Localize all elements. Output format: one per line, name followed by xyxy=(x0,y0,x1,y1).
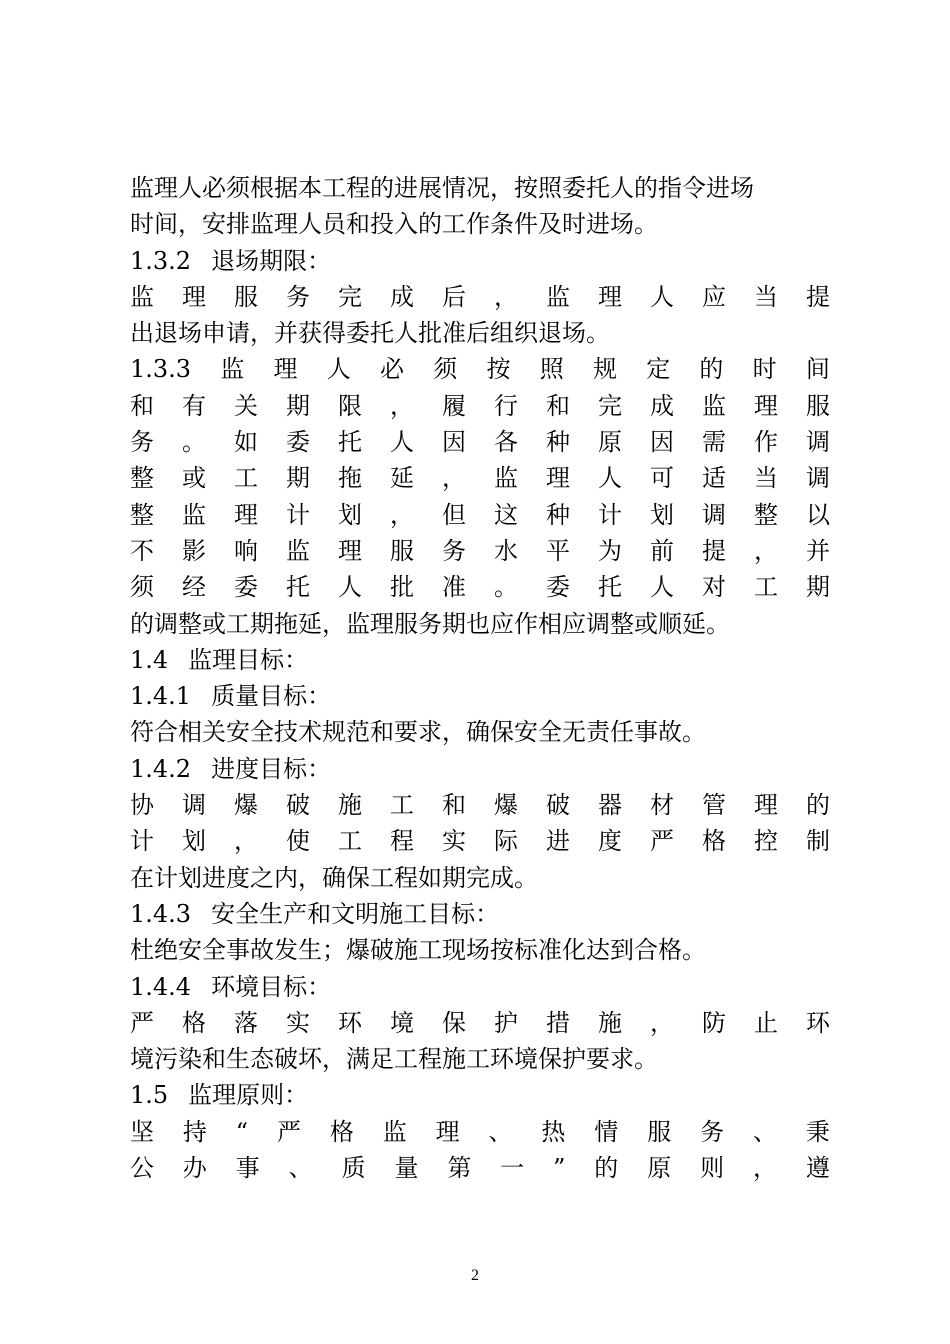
justified-char: 响 xyxy=(234,536,258,565)
justified-line xyxy=(130,787,830,823)
justified-char: 理 xyxy=(754,791,778,820)
justified-char: 理 xyxy=(546,464,570,493)
justified-char: 则 xyxy=(700,1154,725,1183)
justified-char: 境 xyxy=(390,1008,414,1037)
document-body xyxy=(130,170,830,1186)
justified-char: 因 xyxy=(442,428,466,457)
justified-char: 和 xyxy=(130,391,154,420)
justified-char: 热 xyxy=(541,1117,566,1146)
section-title: 退场期限： xyxy=(211,246,332,275)
justified-char: 计 xyxy=(598,500,622,529)
section-number: 1.3.3 xyxy=(130,355,192,384)
justified-char: 水 xyxy=(494,536,518,565)
section-number: 1.4.4 xyxy=(130,972,192,1001)
justified-char: 的 xyxy=(594,1154,619,1183)
section-title: 质量目标： xyxy=(211,682,332,711)
justified-char: 平 xyxy=(546,536,570,565)
justified-char: 监 xyxy=(220,355,245,384)
justified-char: “ xyxy=(235,1117,249,1146)
justified-char: 和 xyxy=(442,791,466,820)
section-title: 进度目标： xyxy=(211,754,332,783)
paragraph-line: 杜绝安全事故发生；爆破施工现场按标准化达到合格。 xyxy=(130,936,706,965)
justified-char: 护 xyxy=(494,1008,518,1037)
justified-char: 需 xyxy=(702,428,726,457)
section-title: 监理目标： xyxy=(188,645,309,674)
justified-char: 制 xyxy=(806,827,830,856)
justified-line xyxy=(130,1150,830,1186)
justified-char: 提 xyxy=(702,536,726,565)
justified-line xyxy=(130,460,830,496)
justified-char: 监 xyxy=(286,536,310,565)
justified-char: 和 xyxy=(546,391,570,420)
justified-char: 准 xyxy=(442,573,466,602)
justified-char: 应 xyxy=(702,282,726,311)
justified-char: 控 xyxy=(754,827,778,856)
justified-char: 格 xyxy=(329,1117,354,1146)
justified-char: 务 xyxy=(130,428,154,457)
justified-char: 保 xyxy=(442,1008,466,1037)
justified-char: ， xyxy=(390,500,414,529)
justified-char: 按 xyxy=(486,355,511,384)
justified-char: 务 xyxy=(700,1117,725,1146)
justified-char: 的 xyxy=(806,791,830,820)
paragraph-line: 在计划进度之内，确保工程如期完成。 xyxy=(130,863,538,892)
justified-char: 事 xyxy=(235,1154,260,1183)
section-number: 1.4.2 xyxy=(130,754,192,783)
justified-char: 止 xyxy=(754,1008,778,1037)
justified-char: 遵 xyxy=(805,1154,830,1183)
justified-char: 种 xyxy=(546,500,570,529)
justified-char: 监 xyxy=(182,500,206,529)
justified-char: 划 xyxy=(182,827,206,856)
justified-char: 关 xyxy=(234,391,258,420)
justified-char: 限 xyxy=(338,391,362,420)
justified-char: 划 xyxy=(650,500,674,529)
justified-char: ” xyxy=(553,1154,566,1183)
justified-char: 秉 xyxy=(805,1117,830,1146)
justified-char: 原 xyxy=(647,1154,672,1183)
justified-char: 或 xyxy=(182,464,206,493)
justified-char: 因 xyxy=(650,428,674,457)
justified-line xyxy=(130,388,830,424)
justified-char: ， xyxy=(650,1008,674,1037)
justified-char: ， xyxy=(494,282,518,311)
justified-char: 监 xyxy=(546,282,570,311)
justified-char: 服 xyxy=(234,282,258,311)
justified-char: 期 xyxy=(286,464,310,493)
justified-char: 措 xyxy=(546,1008,570,1037)
section-heading xyxy=(130,678,830,714)
justified-char: 适 xyxy=(702,464,726,493)
justified-line xyxy=(130,823,830,859)
page-number: 2 xyxy=(471,1267,479,1284)
justified-char: 坚 xyxy=(130,1117,154,1146)
justified-char: 有 xyxy=(182,391,206,420)
justified-char: 期 xyxy=(806,573,830,602)
section-heading xyxy=(130,751,830,787)
justified-char: 期 xyxy=(286,391,310,420)
justified-char: 整 xyxy=(130,464,154,493)
justified-char: 调 xyxy=(806,428,830,457)
paragraph-line: 的调整或工期拖延，监理服务期也应作相应调整或顺延。 xyxy=(130,609,730,638)
justified-line xyxy=(130,1005,830,1041)
justified-char: 提 xyxy=(806,282,830,311)
justified-char: 时 xyxy=(752,355,777,384)
justified-char: 严 xyxy=(650,827,674,856)
justified-char: ， xyxy=(752,1154,777,1183)
justified-char: 工 xyxy=(338,827,362,856)
justified-char: 理 xyxy=(273,355,298,384)
section-number: 1.4 xyxy=(130,645,169,674)
justified-char: 实 xyxy=(286,1008,310,1037)
justified-char: 人 xyxy=(338,573,362,602)
justified-char: 当 xyxy=(754,464,778,493)
section-number: 1.3.2 xyxy=(130,246,192,275)
justified-char: 量 xyxy=(394,1154,419,1183)
justified-char: 托 xyxy=(286,573,310,602)
justified-char: 成 xyxy=(390,282,414,311)
justified-char: 影 xyxy=(182,536,206,565)
justified-char: 监 xyxy=(494,464,518,493)
justified-char: 爆 xyxy=(494,791,518,820)
justified-char: ， xyxy=(234,827,258,856)
justified-char: 务 xyxy=(286,282,310,311)
justified-line xyxy=(130,351,830,387)
justified-char: 委 xyxy=(546,573,570,602)
justified-char: 须 xyxy=(433,355,458,384)
justified-char: 委 xyxy=(234,573,258,602)
justified-char: 、 xyxy=(288,1154,313,1183)
justified-char: 、 xyxy=(488,1117,513,1146)
justified-char: 落 xyxy=(234,1008,258,1037)
justified-char: 环 xyxy=(806,1008,830,1037)
justified-char: 调 xyxy=(702,500,726,529)
justified-char: 延 xyxy=(390,464,414,493)
justified-char: 批 xyxy=(390,573,414,602)
justified-char: 不 xyxy=(130,536,154,565)
section-title: 监理原则： xyxy=(188,1081,309,1110)
justified-char: 格 xyxy=(182,1008,206,1037)
justified-char: 、 xyxy=(752,1117,777,1146)
justified-char: 格 xyxy=(702,827,726,856)
section-heading xyxy=(130,896,830,932)
justified-char: 行 xyxy=(494,391,518,420)
justified-char: 监 xyxy=(702,391,726,420)
justified-char: 计 xyxy=(286,500,310,529)
justified-char: 划 xyxy=(338,500,362,529)
justified-char: 。 xyxy=(494,573,518,602)
justified-char: 整 xyxy=(130,500,154,529)
justified-char: 履 xyxy=(442,391,466,420)
justified-char: 定 xyxy=(646,355,671,384)
justified-char: 持 xyxy=(182,1117,207,1146)
section-heading xyxy=(130,1077,830,1113)
justified-char: 理 xyxy=(234,500,258,529)
justified-char: 办 xyxy=(182,1154,207,1183)
justified-char: 理 xyxy=(598,282,622,311)
justified-char: 须 xyxy=(130,573,154,602)
justified-char: 可 xyxy=(650,464,674,493)
section-number: 1.4.3 xyxy=(130,899,192,928)
justified-char: 工 xyxy=(234,464,258,493)
justified-line xyxy=(130,279,830,315)
justified-char: 协 xyxy=(130,791,154,820)
justified-char: 人 xyxy=(598,464,622,493)
justified-char: 监 xyxy=(382,1117,407,1146)
justified-char: 理 xyxy=(435,1117,460,1146)
justified-char: 严 xyxy=(276,1117,301,1146)
justified-char: 服 xyxy=(647,1117,672,1146)
justified-char: 管 xyxy=(702,791,726,820)
justified-char: 公 xyxy=(130,1154,154,1183)
justified-char: 为 xyxy=(598,536,622,565)
justified-line xyxy=(130,497,830,533)
justified-char: 工 xyxy=(390,791,414,820)
justified-char: 这 xyxy=(494,500,518,529)
justified-char: 人 xyxy=(650,282,674,311)
justified-char: 一 xyxy=(500,1154,525,1183)
justified-char: 理 xyxy=(338,536,362,565)
justified-char: 进 xyxy=(546,827,570,856)
justified-char: 原 xyxy=(598,428,622,457)
justified-char: 质 xyxy=(341,1154,366,1183)
justified-char: 后 xyxy=(442,282,466,311)
section-heading xyxy=(130,642,830,678)
justified-char: 调 xyxy=(182,791,206,820)
justified-char: 人 xyxy=(390,428,414,457)
justified-char: 实 xyxy=(442,827,466,856)
justified-char: 人 xyxy=(650,573,674,602)
justified-char: 人 xyxy=(326,355,351,384)
justified-char: 服 xyxy=(390,536,414,565)
justified-char: 服 xyxy=(806,391,830,420)
justified-char: 。 xyxy=(182,428,206,457)
justified-line xyxy=(130,424,830,460)
justified-char: 各 xyxy=(494,428,518,457)
justified-char: 必 xyxy=(380,355,405,384)
justified-char: 拖 xyxy=(338,464,362,493)
justified-char: 材 xyxy=(650,791,674,820)
justified-char: 当 xyxy=(754,282,778,311)
justified-char: 监 xyxy=(130,282,154,311)
justified-char: 理 xyxy=(182,282,206,311)
justified-char: 环 xyxy=(338,1008,362,1037)
justified-char: 规 xyxy=(592,355,617,384)
section-number: 1.4.1 xyxy=(130,682,192,711)
section-number: 1.5 xyxy=(130,1081,169,1110)
justified-char: 种 xyxy=(546,428,570,457)
paragraph-line: 监理人必须根据本工程的进展情况，按照委托人的指令进场 xyxy=(130,174,754,202)
justified-char: 对 xyxy=(702,573,726,602)
justified-line xyxy=(130,569,830,605)
justified-char: 但 xyxy=(442,500,466,529)
justified-char: 爆 xyxy=(234,791,258,820)
justified-char: 情 xyxy=(594,1117,619,1146)
justified-char: ， xyxy=(390,391,414,420)
justified-char: 经 xyxy=(182,573,206,602)
justified-char: 度 xyxy=(598,827,622,856)
paragraph-line: 时间，安排监理人员和投入的工作条件及时进场。 xyxy=(130,210,658,239)
justified-char: 完 xyxy=(598,391,622,420)
justified-char: 调 xyxy=(806,464,830,493)
justified-char: 委 xyxy=(286,428,310,457)
justified-char: 破 xyxy=(286,791,310,820)
justified-char: 作 xyxy=(754,428,778,457)
justified-char: 并 xyxy=(806,536,830,565)
justified-char: 防 xyxy=(702,1008,726,1037)
justified-char: 施 xyxy=(598,1008,622,1037)
justified-line xyxy=(130,533,830,569)
justified-char: 托 xyxy=(338,428,362,457)
section-heading xyxy=(130,969,830,1005)
justified-char: 间 xyxy=(805,355,830,384)
justified-char: 托 xyxy=(598,573,622,602)
justified-char: 以 xyxy=(806,500,830,529)
justified-char: 工 xyxy=(754,573,778,602)
section-heading xyxy=(130,243,830,279)
justified-char: 使 xyxy=(286,827,310,856)
justified-char: 破 xyxy=(546,791,570,820)
justified-char: 务 xyxy=(442,536,466,565)
justified-char: 完 xyxy=(338,282,362,311)
justified-char: 前 xyxy=(650,536,674,565)
justified-char: 程 xyxy=(390,827,414,856)
justified-char: 计 xyxy=(130,827,154,856)
justified-char: 理 xyxy=(754,391,778,420)
justified-char: 施 xyxy=(338,791,362,820)
paragraph-line: 出退场申请，并获得委托人批准后组织退场。 xyxy=(130,319,610,348)
section-title: 环境目标： xyxy=(211,972,332,1001)
justified-char: 第 xyxy=(447,1154,472,1183)
justified-char: 的 xyxy=(699,355,724,384)
section-title: 安全生产和文明施工目标： xyxy=(211,899,500,928)
justified-char: ， xyxy=(754,536,778,565)
justified-char: 严 xyxy=(130,1008,154,1037)
justified-char: ， xyxy=(442,464,466,493)
justified-char: 成 xyxy=(650,391,674,420)
justified-line xyxy=(130,1114,830,1150)
justified-char: 照 xyxy=(539,355,564,384)
paragraph-line: 境污染和生态破坏，满足工程施工环境保护要求。 xyxy=(130,1045,658,1074)
justified-char: 器 xyxy=(598,791,622,820)
justified-char: 如 xyxy=(234,428,258,457)
paragraph-line: 符合相关安全技术规范和要求，确保安全无责任事故。 xyxy=(130,718,706,747)
justified-char: 际 xyxy=(494,827,518,856)
justified-char: 整 xyxy=(754,500,778,529)
